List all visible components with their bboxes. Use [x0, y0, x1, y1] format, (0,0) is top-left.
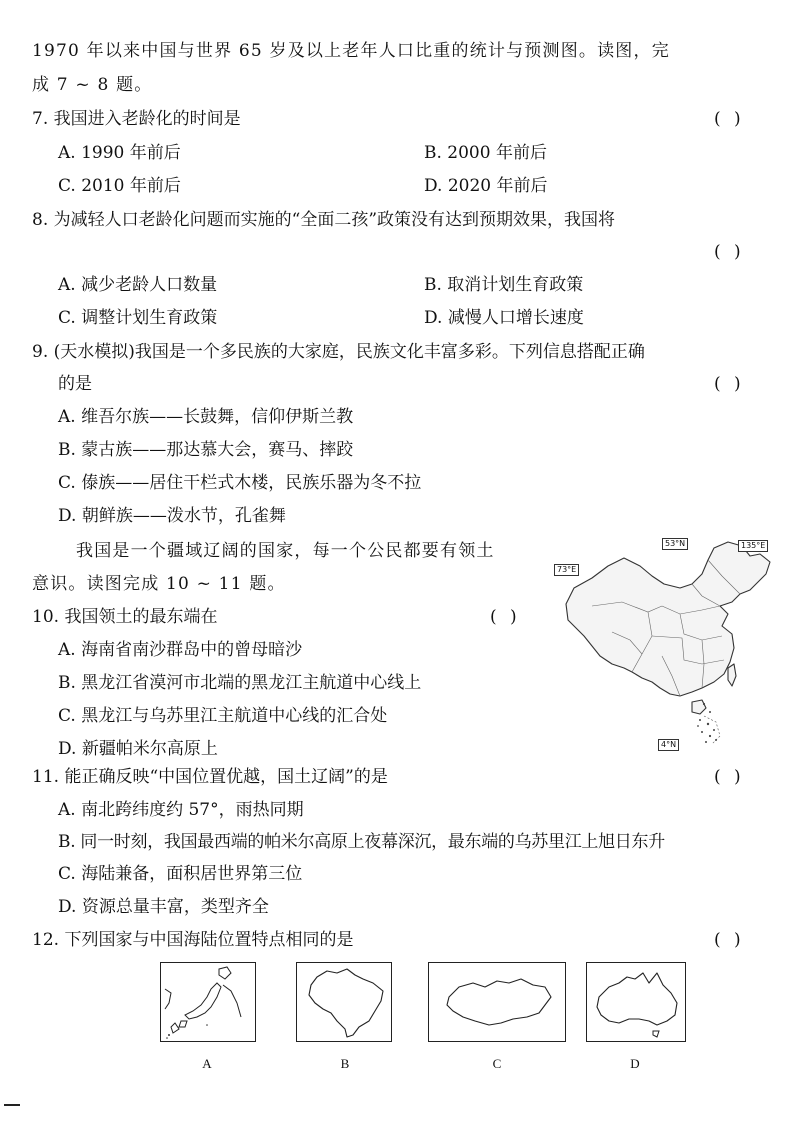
- country-map-a-label: A: [202, 1056, 212, 1071]
- answer-bracket-8: ( ): [714, 242, 745, 262]
- china-outline-icon: [552, 536, 784, 752]
- page-corner-mark: [4, 1104, 20, 1106]
- question-7-stem: 7. 我国进入老龄化的时间是: [32, 109, 241, 129]
- country-map-b-label: B: [340, 1056, 350, 1071]
- longitude-135e-label: 135°E: [738, 540, 768, 552]
- latitude-53n-label: 53°N: [662, 538, 688, 550]
- answer-bracket-9: ( ): [714, 374, 745, 394]
- q8-option-d: D. 减慢人口增长速度: [424, 308, 584, 328]
- latitude-4n-label: 4°N: [658, 739, 679, 751]
- question-12-stem: 12. 下列国家与中国海陆位置特点相同的是: [32, 930, 354, 950]
- q9-option-b: B. 蒙古族——那达慕大会，赛马、摔跤: [58, 440, 354, 460]
- intro-7-8-line1: 1970 年以来中国与世界 65 岁及以上老年人口比重的统计与预测图。读图，完: [32, 41, 670, 61]
- q10-option-d: D. 新疆帕米尔高原上: [58, 739, 218, 759]
- q7-option-d: D. 2020 年前后: [424, 176, 548, 196]
- question-9-stem-line2: 的是: [58, 374, 92, 394]
- q8-option-c: C. 调整计划生育政策: [58, 308, 218, 328]
- q9-option-a: A. 维吾尔族——长鼓舞，信仰伊斯兰教: [58, 407, 354, 427]
- country-map-a: [160, 962, 256, 1042]
- question-9-stem-line1: 9. (天水模拟)我国是一个多民族的大家庭，民族文化丰富多彩。下列信息搭配正确: [32, 342, 645, 362]
- q11-option-b: B. 同一时刻，我国最西端的帕米尔高原上夜幕深沉，最东端的乌苏里江上旭日东升: [58, 832, 665, 852]
- brazil-map-icon: [297, 963, 391, 1041]
- q10-option-b: B. 黑龙江省漠河市北端的黑龙江主航道中心线上: [58, 673, 422, 693]
- q11-option-a: A. 南北跨纬度约 57°，雨热同期: [58, 800, 304, 820]
- question-8-stem: 8. 为减轻人口老龄化问题而实施的“全面二孩”政策没有达到预期效果，我国将: [32, 210, 616, 230]
- intro-10-11-line2: 意识。读图完成 10 ~ 11 题。: [32, 574, 286, 594]
- country-map-d: [586, 962, 686, 1042]
- country-map-b: [296, 962, 392, 1042]
- q11-option-d: D. 资源总量丰富，类型齐全: [58, 897, 269, 917]
- answer-bracket-12: ( ): [714, 930, 745, 950]
- q9-option-d: D. 朝鲜族——泼水节，孔雀舞: [58, 506, 286, 526]
- q7-option-b: B. 2000 年前后: [424, 143, 547, 163]
- q10-option-c: C. 黑龙江与乌苏里江主航道中心线的汇合处: [58, 706, 388, 726]
- q8-option-b: B. 取消计划生育政策: [424, 275, 584, 295]
- q8-option-a: A. 减少老龄人口数量: [58, 275, 218, 295]
- answer-bracket-7: ( ): [714, 109, 745, 129]
- question-11-stem: 11. 能正确反映“中国位置优越，国土辽阔”的是: [32, 767, 388, 787]
- question-10-stem: 10. 我国领土的最东端在: [32, 607, 218, 627]
- q9-option-c: C. 傣族——居住干栏式木楼，民族乐器为冬不拉: [58, 473, 422, 493]
- intro-10-11-line1: 我国是一个疆域辽阔的国家，每一个公民都要有领土: [76, 541, 495, 561]
- longitude-73e-label: 73°E: [554, 564, 579, 576]
- country-map-c-label: C: [492, 1056, 502, 1071]
- country-map-d-label: D: [630, 1056, 640, 1071]
- q7-option-a: A. 1990 年前后: [58, 143, 181, 163]
- q11-option-c: C. 海陆兼备，面积居世界第三位: [58, 864, 303, 884]
- q7-option-c: C. 2010 年前后: [58, 176, 181, 196]
- mongolia-map-icon: [429, 963, 565, 1041]
- answer-bracket-10: ( ): [490, 607, 521, 627]
- q10-option-a: A. 海南省南沙群岛中的曾母暗沙: [58, 640, 303, 660]
- answer-bracket-11: ( ): [714, 767, 745, 787]
- australia-map-icon: [587, 963, 685, 1041]
- japan-map-icon: [161, 963, 255, 1041]
- china-map: [552, 536, 784, 752]
- intro-7-8-line2: 成 7 ~ 8 题。: [32, 75, 153, 95]
- country-map-c: [428, 962, 566, 1042]
